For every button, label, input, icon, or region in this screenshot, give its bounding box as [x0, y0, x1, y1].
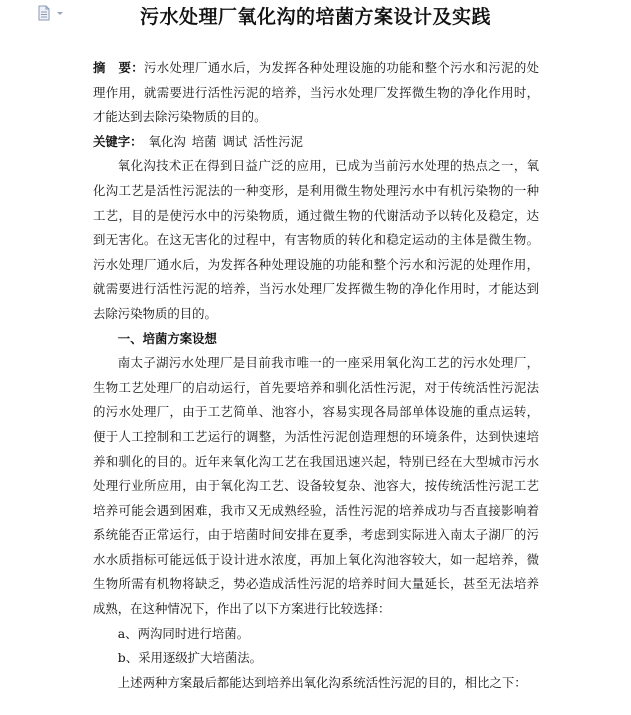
keywords-label: 关键字： — [93, 133, 143, 149]
keywords-paragraph — [93, 130, 539, 155]
keyword: 培菌 — [191, 133, 217, 149]
keyword: 活性污泥 — [253, 133, 303, 149]
closing-paragraph: 上述两种方案最后都能达到培养出氧化沟系统活性污泥的目的，相比之下： — [117, 674, 527, 690]
option-item: a、两沟同时进行培菌。 — [117, 625, 250, 641]
document-body — [93, 56, 539, 695]
document-title: 污水处理厂氧化沟的培菌方案设计及实践 — [139, 6, 491, 28]
intro-paragraph: 氧化沟技术正在得到日益广泛的应用，已成为当前污水处理的热点之一，氧化沟工艺是活性污泥法的一种变形，是利用微生物处理污水中有机污染物的一种工艺，目的是使污水中的污染物质，通过微生物的代谢活动予以转化及稳定，达到无害化。在这无害化的过程中，有害物质的转化和稳定运动的主体是微生物。污水处理厂通水后，为发挥各种处理设施的功能和整个污水和污泥的处理作用，就需要进行活性污泥的培养，当污水处理厂发挥微生物的净化作用时，才能达到去除污染物质的目的。 — [93, 158, 539, 321]
abstract-paragraph — [93, 56, 539, 130]
keyword: 氧化沟 — [148, 133, 186, 149]
option-item: b、采用逐级扩大培菌法。 — [117, 650, 263, 666]
keyword: 调试 — [222, 133, 248, 149]
section-paragraph: 南太子湖污水处理厂是目前我市唯一的一座采用氧化沟工艺的污水处理厂，生物工艺处理厂的启动运行，首先要培养和驯化活性污泥，对于传统活性污泥法的污水处理厂，由于工艺简单、池容小，容易实现各局部单体设施的重点运转，便于人工控制和工艺运行的调整，为活性污泥创造理想的环境条件，达到快速培养和驯化的目的。近年来氧化沟工艺在我国迅速兴起，特别已经在大型城市污水处理行业所应用，由于氧化沟工艺、设备较复杂、池容大，按传统活性污泥工艺培养可能会遇到困难，我市又无成熟经验，活性污泥的培养成功与否直接影响着系统能否正常运行，由于培菌时间安排在夏季，考虑到实际进入南太子湖厂的污水水质指标可能远低于设计进水浓度，再加上氧化沟池容较大，如一起培养，微生物所需有机物将缺乏，势必造成活性污泥的培养时间大量延长，甚至无法培养成熟，在这种情况下，作出了以下方案进行比较选择： — [93, 355, 539, 617]
abstract-text: 污水处理厂通水后，为发挥各种处理设施的功能和整个污水和污泥的处理作用，就需要进行活性污泥的培养，当污水处理厂发挥微生物的净化作用时，才能达到去除污染物质的目的。 — [93, 60, 540, 125]
section-heading: 一、培菌方案设想 — [117, 330, 217, 346]
abstract-label: 摘 要： — [93, 60, 145, 75]
